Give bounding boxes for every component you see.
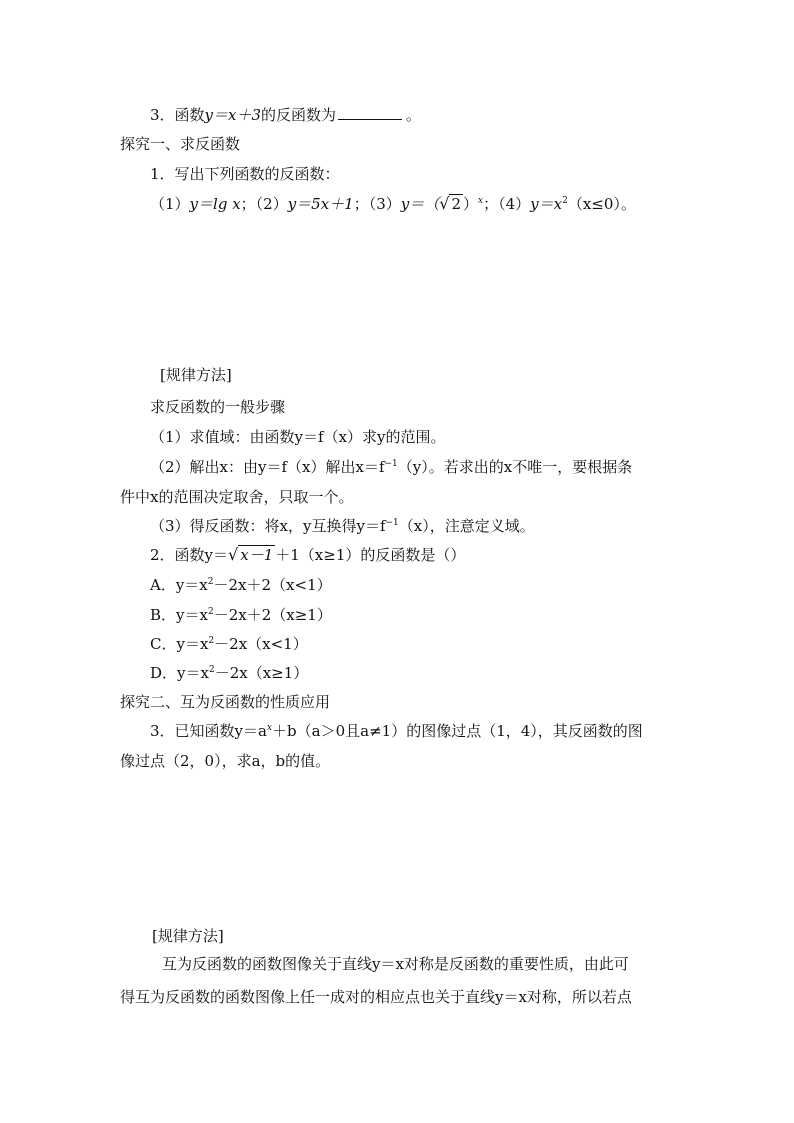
method-2-header: [规律方法] <box>152 927 224 945</box>
method-1-step-2: （2）解出x：由y＝f（x）解出$x=f^{-1}(y)$。若求出的x不唯一，要根据条 <box>150 458 633 476</box>
method-1-step-2-cont: 件中x的范围决定取舍，只取一个。 <box>120 488 354 506</box>
exercise-2-option-a[interactable]: A．$y=x^2-2x+2(x<1)$ <box>150 576 332 594</box>
exercise-3-line-1: 3．已知函数$y=a^x+b(a>0$且a≠1）的图像过点（1，4），其反函数的图 <box>150 722 643 740</box>
sqrt-symbol: √ 2 <box>439 194 462 213</box>
exercise-2-option-b[interactable]: B．$y=x^2-2x+2(x\ge 1)$ <box>150 606 332 624</box>
section-1-title: 探究一、求反函数 <box>120 135 241 153</box>
exercise-2-option-d[interactable]: D．$y=x^2-2x(x\ge 1)$ <box>150 664 309 682</box>
method-2-line-2: 得互为反函数的函数图像上任一成对的相应点也关于直线y＝x对称，所以若点 <box>120 988 632 1006</box>
exercise-2-option-c[interactable]: C．$y=x^2-2x(x<1)$ <box>150 635 308 653</box>
method-1-header: [规律方法] <box>160 366 232 384</box>
method-2-line-1: 互为反函数的函数图像关于直线y＝x对称是反函数的重要性质，由此可 <box>162 955 629 973</box>
question-3-intro: 3．函数y＝x＋3的反函数为 。 <box>150 106 422 124</box>
exercise-2-stem: 2．函数y＝√ x－1 ＋1（x≥1）的反函数是（） <box>150 545 466 564</box>
exercise-3-line-2: 像过点（2，0），求a，b的值。 <box>120 752 331 770</box>
answer-blank[interactable] <box>338 107 402 120</box>
sqrt-symbol: √ x－1 <box>228 545 274 564</box>
section-2-title: 探究二、互为反函数的性质应用 <box>120 693 331 711</box>
method-1-step-1: （1）求值域：由函数y＝f（x）求y的范围。 <box>150 428 446 446</box>
method-1-title: 求反函数的一般步骤 <box>150 398 286 416</box>
exercise-1-items: （1）y＝lg x；（2）y＝5x＋1；（3）y＝（√ 2 ）$^x$；$(4)y=x^2(x\le 0)$。 <box>150 194 636 213</box>
method-1-step-3: （3）得反函数：将x，y互换得$y=f^{-1}(x)$，注意定义域。 <box>150 517 535 535</box>
exercise-1-title: 1．写出下列函数的反函数： <box>150 165 340 183</box>
